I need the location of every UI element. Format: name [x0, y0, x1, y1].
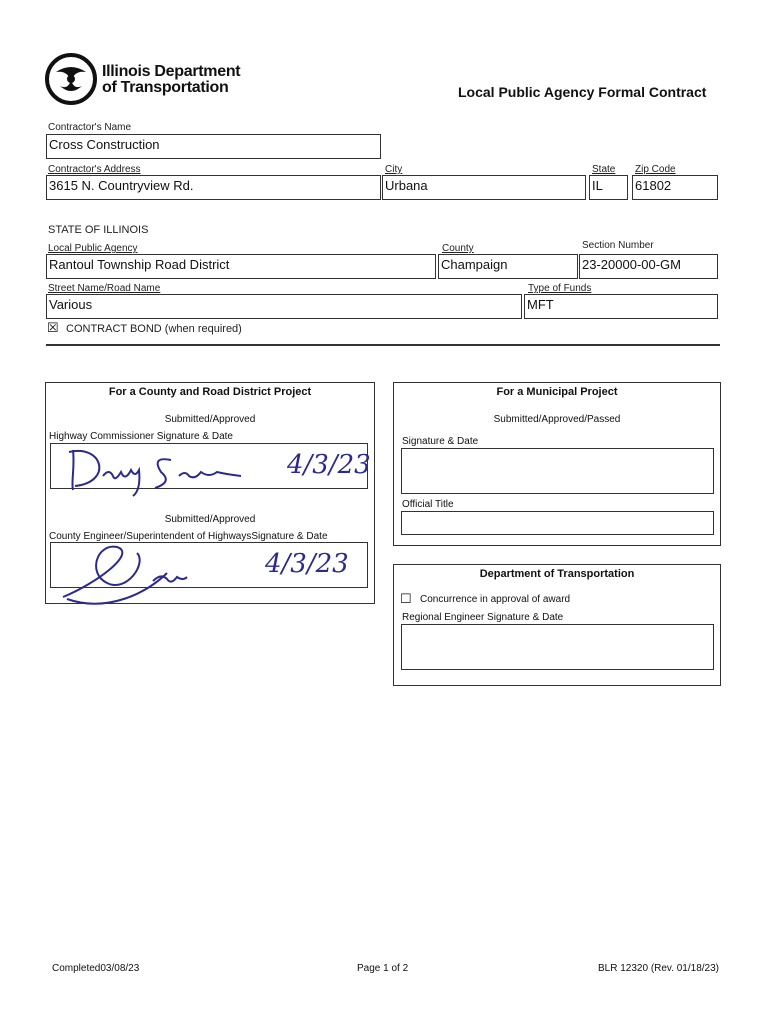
city-field[interactable]: Urbana — [382, 175, 586, 200]
funds-label: Type of Funds — [528, 283, 592, 294]
contract-bond-label: CONTRACT BOND (when required) — [66, 323, 242, 335]
municipal-submitted: Submitted/Approved/Passed — [493, 414, 621, 425]
dot-panel — [393, 564, 721, 686]
form-title: Local Public Agency Formal Contract — [458, 84, 707, 100]
street-field[interactable]: Various — [46, 294, 522, 319]
contract-bond-checkbox[interactable]: ☒ — [47, 320, 59, 335]
county-engineer-signature — [57, 543, 227, 613]
funds-field[interactable]: MFT — [524, 294, 718, 319]
county-engineer-sig-date: 4/3/23 — [265, 549, 349, 579]
municipal-sig-label: Signature & Date — [402, 436, 479, 447]
contractor-address-label: Contractor's Address — [48, 164, 141, 175]
highway-commissioner-sig-date: 4/3/23 — [287, 450, 371, 480]
county-engineer-sig-box[interactable] — [50, 542, 368, 588]
contractor-name-field[interactable]: Cross Construction — [46, 134, 381, 159]
municipal-panel — [393, 382, 721, 546]
section-label: Section Number — [582, 240, 654, 251]
county-submitted-1: Submitted/Approved — [164, 414, 256, 425]
official-title-label: Official Title — [402, 499, 454, 510]
zip-label: Zip Code — [635, 164, 676, 175]
dot-panel-title: Department of Transportation — [479, 568, 635, 580]
lpa-label: Local Public Agency — [48, 243, 138, 254]
regional-engineer-sig-box[interactable] — [401, 624, 714, 670]
state-heading: STATE OF ILLINOIS — [48, 224, 149, 236]
county-panel-title: For a County and Road District Project — [108, 386, 312, 398]
county-engineer-sig-label: County Engineer/Superintendent of HighwaysSignature & Date — [49, 531, 328, 542]
municipal-panel-title: For a Municipal Project — [496, 386, 618, 398]
city-label: City — [385, 164, 403, 175]
zip-field[interactable]: 61802 — [632, 175, 718, 200]
concurrence-checkbox[interactable]: ☐ — [400, 591, 412, 606]
section-divider — [46, 344, 720, 346]
county-field[interactable]: Champaign — [438, 254, 578, 279]
municipal-sig-box[interactable] — [401, 448, 714, 494]
section-field[interactable]: 23-20000-00-GM — [579, 254, 718, 279]
county-label: County — [442, 243, 474, 254]
highway-commissioner-signature — [63, 442, 253, 502]
street-label: Street Name/Road Name — [48, 283, 161, 294]
official-title-box[interactable] — [401, 511, 714, 535]
agency-name-line2: of Transportation — [102, 79, 229, 96]
idot-logo — [44, 52, 98, 111]
footer-page-number: Page 1 of 2 — [357, 963, 409, 974]
footer-form-number: BLR 12320 (Rev. 01/18/23) — [598, 963, 720, 974]
contractor-address-field[interactable]: 3615 N. Countryview Rd. — [46, 175, 381, 200]
concurrence-label: Concurrence in approval of award — [420, 594, 571, 605]
regional-engineer-sig-label: Regional Engineer Signature & Date — [402, 612, 564, 623]
agency-name-line1: Illinois Department — [102, 63, 241, 80]
highway-commissioner-sig-label: Highway Commissioner Signature & Date — [49, 431, 233, 442]
agency-name — [102, 64, 240, 96]
lpa-field[interactable]: Rantoul Township Road District — [46, 254, 436, 279]
county-submitted-2: Submitted/Approved — [164, 514, 256, 525]
highway-commissioner-sig-box[interactable] — [50, 443, 371, 489]
idot-logo-icon — [44, 52, 98, 106]
county-road-district-panel — [45, 382, 375, 604]
state-label: State — [592, 164, 616, 175]
contractor-name-label: Contractor's Name — [48, 122, 132, 133]
footer-completed: Completed03/08/23 — [52, 963, 140, 974]
state-field[interactable]: IL — [589, 175, 628, 200]
